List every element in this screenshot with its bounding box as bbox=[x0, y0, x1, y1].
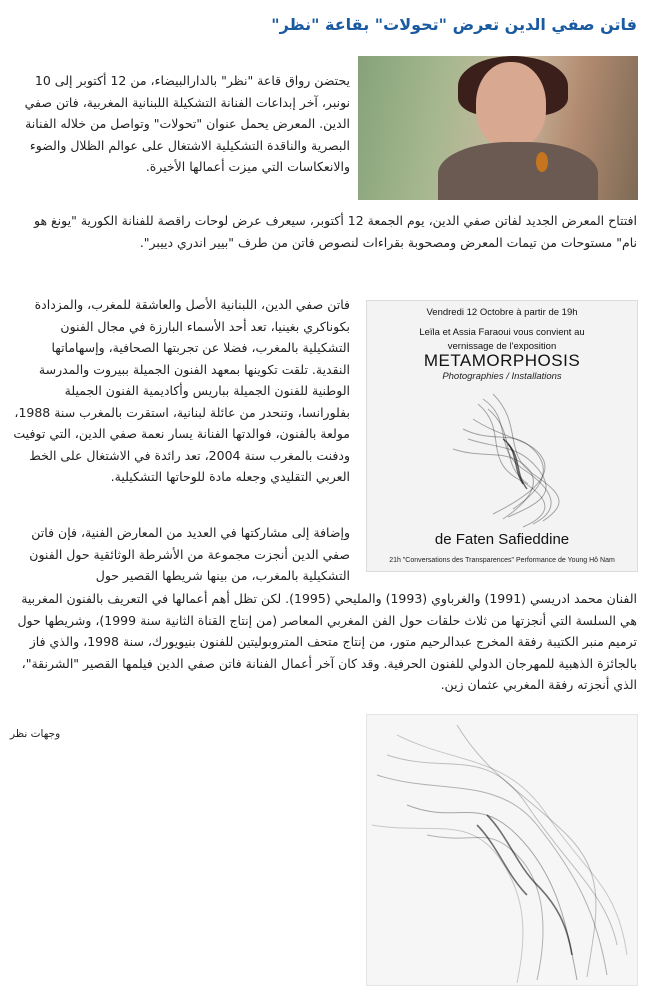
artwork-drawing bbox=[367, 715, 637, 985]
paragraph-works: الفنان محمد ادريسي (1991) والغرباوي (1993) والمليحي (1995). لكن تظل أهم أعمالها في التعريف بالفنون المغربية هي السلسة التي أنجزتها من ثلاث حلقات حول الفن المغربي المعاصر (من إنتاج القناة الثانية سنة 1999)، وشريطها حول ترميم منبر الكتيبة رفقة المخرج عبدالرحيم متور، من إنتاج متحف المتروبوليتين للفنون بنيويورك، سنة 1998، والذي فاز بالجائزة الذهبية للمهرجان الدولي للفنون الحرفية. وقد كان آخر أعمال الفنانة فاتن صفي الدين فيلمها القصير "الشرنقة"، الذي أنجزته رفقة المغربي عثمان زين. bbox=[17, 591, 637, 692]
photo-face bbox=[476, 62, 546, 148]
poster-artwork bbox=[423, 389, 583, 529]
paragraph-bio: فاتن صفي الدين، اللبنانية الأصل والعاشقة للمغرب، والمزدادة بكوناكري بغينيا، تعد أحد الأسماء البارزة في مجال الفنون التشكيلية بالمغرب، فضلا عن تجربتها الصحافية، وإسهاماتها النقدية. تلقت تكوينها بمعهد الفنون الجميلة ببيروت والمدرسة الوطنية للفنون الجميلة بباريس وأكاديمية الفنون الجميلة بفلورانسا، وتنحدر من عائلة لبنانية، استقرت بالمغرب سنة 1988، مولعة بالفنون، فوالدتها الفنانة يسار نعمة صفي الدين، التي توفيت ودفنت بالمغرب سنة 2004، تعد رائدة في الاشتغال على الخط العربي التقليدي وجعله مادة للوحاتها التشكيلية. bbox=[13, 297, 350, 484]
poster-footer: 21h "Conversations des Transparences" Performance de Young Hô Nam bbox=[389, 557, 615, 564]
paragraph-opening: افتتاح المعرض الجديد لفاتن صفي الدين، يوم الجمعة 12 أكتوبر، سيعرف عرض لوحات راقصة للفنانة الكورية "يونغ هو نام" مستوحات من تيمات المعرض ومصحوبة بقراءات لنصوص فاتن من طرف "بيير اندري دييبر". bbox=[34, 213, 637, 250]
poster-signature: de Faten Safieddine bbox=[434, 531, 570, 548]
paragraph-documentaries: وإضافة إلى مشاركتها في العديد من المعارض الفنية، فإن فاتن صفي الدين أنجزت مجموعة من الأشرطة الوثائقية حول الفنون التشكيلية بالمغرب، من بينها شريطها القصير حول bbox=[29, 525, 350, 583]
poster-header: Vendredi 12 Octobre à partir de 19h bbox=[426, 307, 578, 318]
exhibition-poster bbox=[366, 300, 638, 572]
poster-invite-line1: Leïla et Assia Faraoui vous convient au bbox=[419, 327, 585, 338]
image-caption: وجهات نظر bbox=[10, 728, 61, 740]
photo-body bbox=[438, 142, 598, 200]
artwork-image bbox=[366, 714, 638, 986]
poster-subtitle: Photographies / Installations bbox=[442, 371, 562, 382]
poster-invite-line2: vernissage de l'exposition bbox=[447, 341, 557, 352]
article-title: فاتن صفي الدين تعرض "تحولات" بقاعة "نظر" bbox=[271, 15, 637, 34]
photo-earring bbox=[536, 152, 548, 172]
artist-photo bbox=[358, 56, 638, 200]
paragraph-intro: يحتضن رواق قاعة "نظر" بالدارالبيضاء، من 12 أكتوبر إلى 10 نونبر، آخر إبداعات الفنانة التشكيلة اللبنانية المغربية، فاتن صفي الدين. المعرض يحمل عنوان "تحولات" وتواصل من خلاله الفنانة البصرية والناقدة التشكيلية الاشتغال على عوالم الظلال والضوء والانعكاسات التي ميزت أعمالها الأخيرة. bbox=[24, 73, 350, 174]
poster-title: METAMORPHOSIS bbox=[423, 351, 581, 370]
